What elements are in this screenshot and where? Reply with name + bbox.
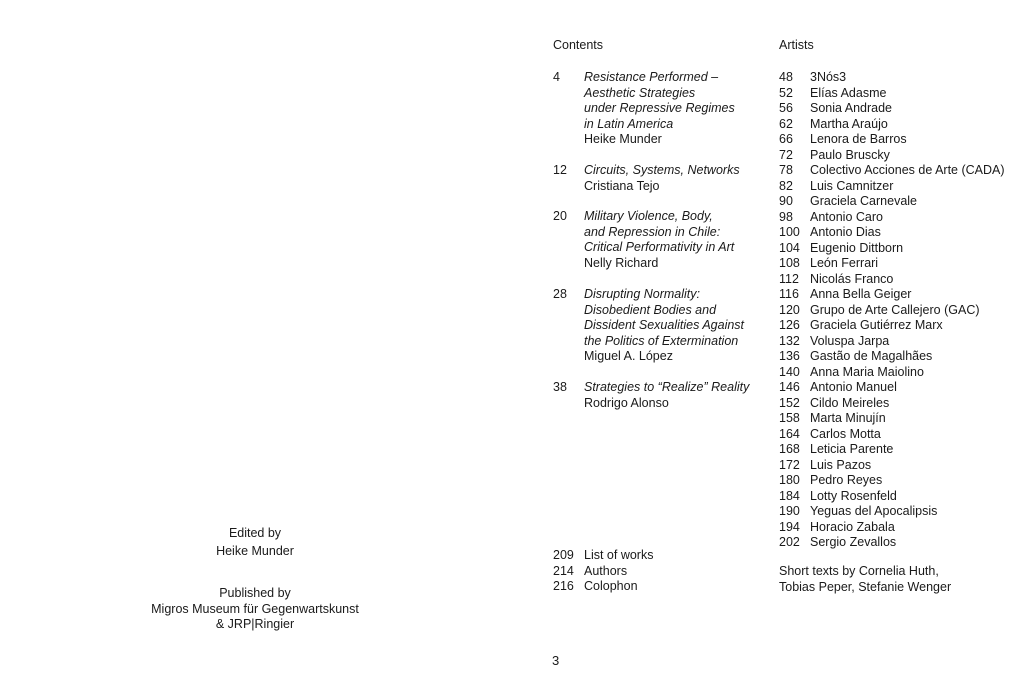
artist-page-number: 116 [779, 287, 799, 301]
artist-row [779, 101, 1014, 117]
entry-author: Miguel A. López [584, 349, 673, 363]
contents-entry [553, 163, 773, 194]
artist-name: Graciela Gutiérrez Marx [810, 318, 943, 332]
artist-name: Luis Camnitzer [810, 178, 894, 193]
artist-page-number: 108 [779, 256, 800, 270]
artist-page-number: 104 [779, 240, 800, 255]
entry-title: Strategies to “Realize” Reality [584, 380, 750, 394]
artist-row [779, 210, 1014, 226]
artist-name: Lenora de Barros [810, 132, 907, 146]
artist-page-number: 184 [779, 488, 800, 503]
artist-page-number: 98 [779, 209, 793, 224]
artist-name: Paulo Bruscky [810, 147, 890, 162]
back-matter-row [553, 579, 753, 595]
artists-heading: Artists [779, 38, 814, 52]
back-matter-label: List of works [584, 548, 654, 562]
artist-page-number: 72 [779, 147, 793, 162]
back-matter-row [553, 548, 753, 564]
artist-name: León Ferrari [810, 256, 879, 270]
artist-row [779, 132, 1014, 148]
entry-page-number: 12 [553, 163, 567, 177]
artist-name: Lotty Rosenfeld [810, 488, 897, 503]
artist-page-number: 66 [779, 132, 793, 146]
artist-page-number: 164 [779, 426, 800, 441]
artist-page-number: 112 [779, 271, 799, 286]
artist-row [779, 349, 1014, 365]
artist-name: Anna Bella Geiger [810, 287, 912, 301]
publisher-line-2: & JRP|Ringier [215, 617, 295, 631]
artist-name: Leticia Parente [810, 442, 894, 456]
entry-author: Cristiana Tejo [584, 178, 660, 193]
artist-row [779, 163, 1014, 179]
artist-name: Martha Araújo [810, 116, 888, 131]
editor-name: Heike Munder [216, 543, 294, 558]
artist-row [779, 256, 1014, 272]
artist-row [779, 179, 1014, 195]
artist-row [779, 241, 1014, 257]
artist-page-number: 100 [779, 225, 800, 239]
artist-page-number: 90 [779, 194, 793, 208]
contents-heading: Contents [553, 38, 604, 52]
artist-row [779, 194, 1014, 210]
artist-row [779, 365, 1014, 381]
published-by-label: Published by [219, 586, 291, 600]
artist-name: Grupo de Arte Callejero (GAC) [810, 302, 980, 317]
back-matter-row [553, 564, 753, 580]
artist-name: Antonio Dias [810, 225, 881, 239]
artist-row [779, 303, 1014, 319]
back-matter-page: 214 [553, 563, 574, 578]
artist-name: Marta Minujín [810, 411, 886, 425]
artist-name: 3Nós3 [810, 70, 847, 84]
artist-name: Sergio Zevallos [810, 535, 897, 549]
artist-name: Elías Adasme [810, 85, 887, 100]
entry-page-number: 4 [553, 70, 560, 84]
back-matter-label: Colophon [584, 579, 638, 593]
entry-author: Rodrigo Alonso [584, 395, 669, 410]
artist-row [779, 318, 1014, 334]
artist-name: Graciela Carnevale [810, 194, 917, 208]
artist-name: Yeguas del Apocalipsis [810, 504, 938, 518]
artist-row [779, 287, 1014, 303]
artist-name: Voluspa Jarpa [810, 333, 890, 348]
entry-page-number: 20 [553, 209, 567, 223]
entry-title: Military Violence, Body, and Repression in Chile: Critical Performativity in Art [584, 209, 735, 254]
artist-row [779, 427, 1014, 443]
artist-page-number: 190 [779, 504, 800, 518]
artist-row [779, 86, 1014, 102]
entry-title: Resistance Performed – Aesthetic Strategies under Repressive Regimes in Latin America [584, 70, 735, 131]
back-matter-list [553, 548, 753, 595]
artist-row [779, 380, 1014, 396]
artist-page-number: 136 [779, 349, 800, 363]
artist-row [779, 489, 1014, 505]
artist-row [779, 396, 1014, 412]
artist-name: Cildo Meireles [810, 395, 890, 410]
artist-page-number: 56 [779, 101, 793, 115]
back-matter-page: 216 [553, 579, 574, 593]
artist-name: Eugenio Dittborn [810, 240, 904, 255]
credits-block [130, 526, 380, 633]
back-matter-label: Authors [584, 563, 628, 578]
artist-row [779, 458, 1014, 474]
artist-row [779, 504, 1014, 520]
artist-page-number: 48 [779, 70, 793, 84]
artist-page-number: 146 [779, 380, 800, 394]
contents-entry [553, 209, 773, 271]
contents-entry [553, 380, 773, 411]
entry-title: Disrupting Normality: Disobedient Bodies and Dissident Sexualities Against the Politics of Extermination [584, 287, 745, 348]
entry-author: Heike Munder [584, 132, 662, 146]
artist-name: Colectivo Acciones de Arte (CADA) [810, 163, 1005, 177]
short-texts-credit: Short texts by Cornelia Huth, Tobias Peper, Stefanie Wenger [779, 564, 952, 594]
edited-by-label: Edited by [228, 526, 282, 540]
artist-row [779, 473, 1014, 489]
artist-name: Luis Pazos [810, 457, 872, 472]
artist-page-number: 82 [779, 178, 793, 193]
artist-name: Pedro Reyes [810, 473, 883, 487]
artist-row [779, 442, 1014, 458]
artist-row [779, 272, 1014, 288]
artist-row [779, 520, 1014, 536]
entry-page-number: 38 [553, 380, 567, 394]
artist-page-number: 52 [779, 85, 793, 100]
artist-name: Anna Maria Maiolino [810, 364, 924, 379]
entry-title: Circuits, Systems, Networks [584, 163, 740, 177]
back-matter-page: 209 [553, 548, 574, 562]
artist-page-number: 132 [779, 333, 800, 348]
entry-author: Nelly Richard [584, 255, 659, 270]
artists-list [779, 70, 1014, 551]
artist-page-number: 158 [779, 411, 800, 425]
artist-page-number: 180 [779, 473, 800, 487]
artist-row [779, 225, 1014, 241]
contents-entry [553, 70, 773, 148]
artist-page-number: 126 [779, 318, 800, 332]
artist-name: Antonio Caro [810, 209, 883, 224]
artist-row [779, 334, 1014, 350]
artist-page-number: 62 [779, 116, 793, 131]
entry-page-number: 28 [553, 287, 567, 301]
artist-page-number: 202 [779, 535, 800, 549]
artist-page-number: 78 [779, 163, 793, 177]
artist-row [779, 535, 1014, 551]
artist-page-number: 120 [779, 302, 800, 317]
page-number: 3 [552, 653, 560, 668]
artist-row [779, 117, 1014, 133]
artist-name: Sonia Andrade [810, 101, 893, 115]
artist-name: Gastão de Magalhães [810, 349, 933, 363]
artist-page-number: 152 [779, 395, 800, 410]
artist-name: Nicolás Franco [810, 271, 894, 286]
artist-page-number: 168 [779, 442, 800, 456]
artist-page-number: 172 [779, 457, 800, 472]
artist-name: Carlos Motta [810, 426, 881, 441]
artist-page-number: 194 [779, 519, 800, 534]
artist-row [779, 70, 1014, 86]
publisher-line-1: Migros Museum für Gegenwartskunst [151, 601, 359, 616]
contents-entry [553, 287, 773, 365]
artist-name: Antonio Manuel [810, 380, 897, 394]
artist-name: Horacio Zabala [810, 519, 895, 534]
artist-page-number: 140 [779, 364, 800, 379]
artist-row [779, 148, 1014, 164]
artist-row [779, 411, 1014, 427]
